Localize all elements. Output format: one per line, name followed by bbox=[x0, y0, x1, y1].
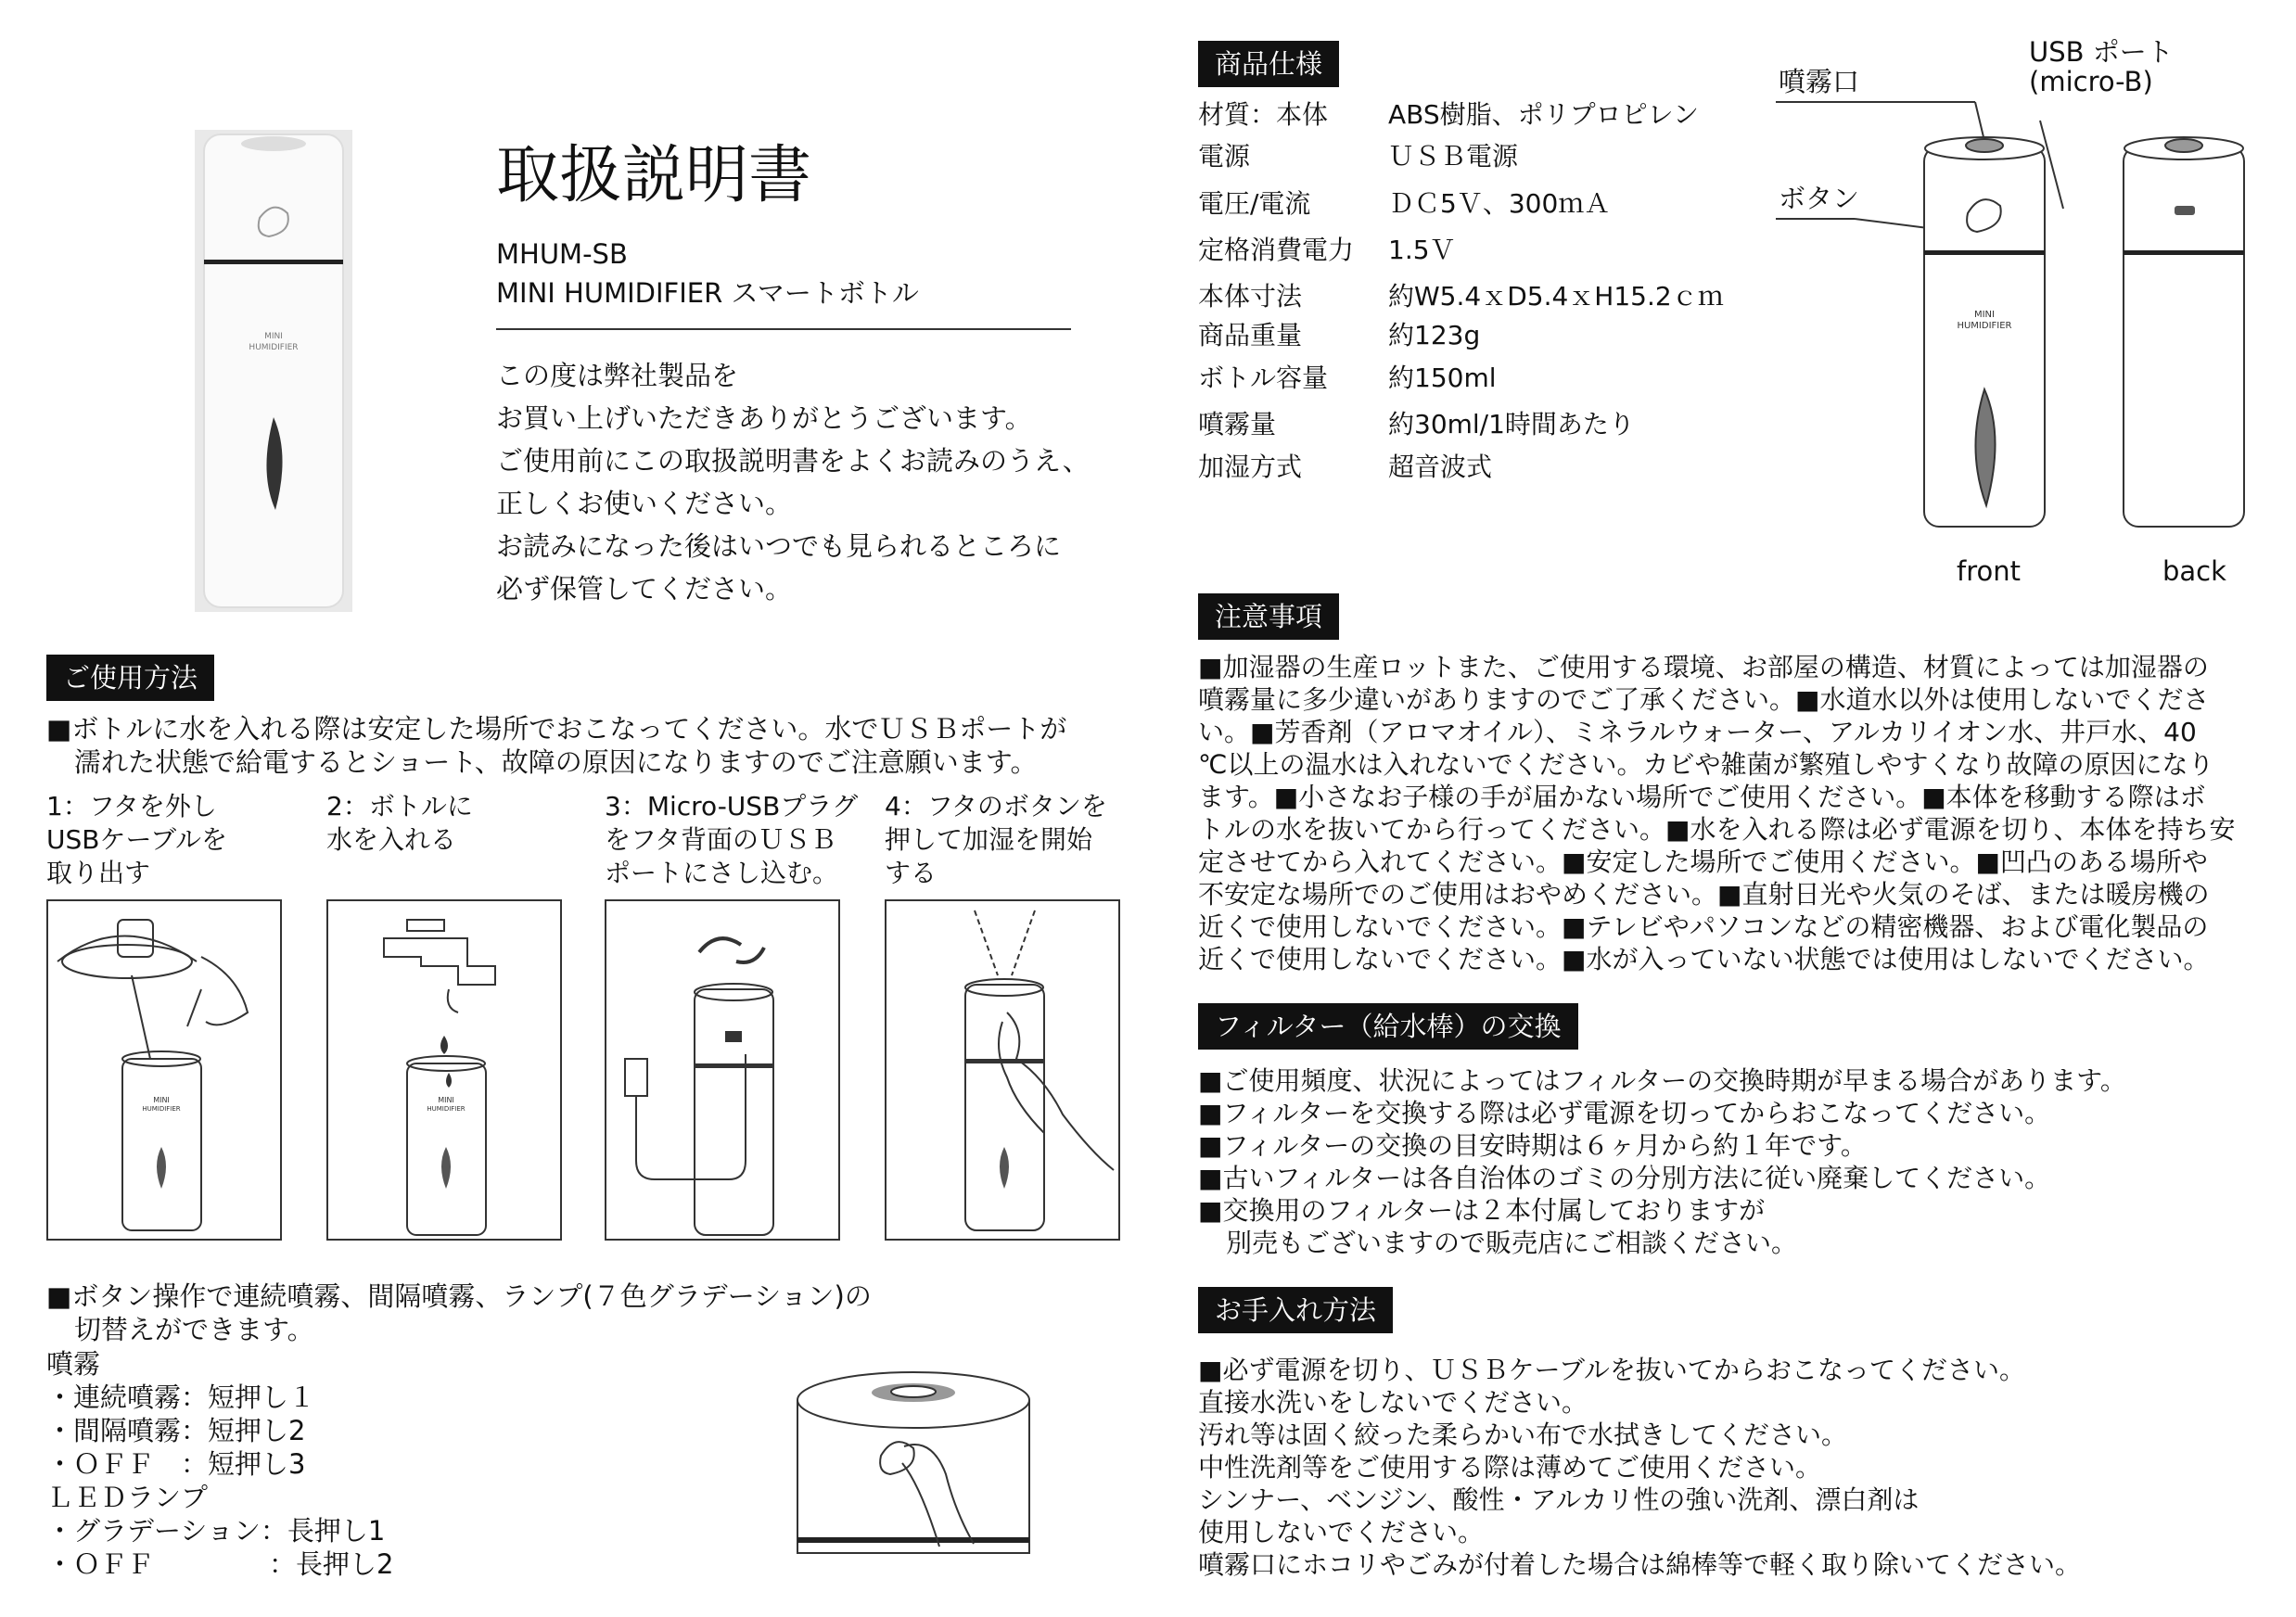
cautions-line: い。■芳香剤（アロマオイル）、ミネラルウォーター、アルカリイオン水、井戸水、40 bbox=[1198, 717, 2197, 747]
led-mode-item: ・ＯＦＦ ：長押し2 bbox=[46, 1548, 394, 1580]
cautions-line: 近くで使用しないでください。■水が入っていない状態では使用はしないでください。 bbox=[1198, 944, 2210, 974]
caption-front: front bbox=[1957, 555, 2021, 587]
filter-line: ■ご使用頻度、状況によってはフィルターの交換時期が早まる場合があります。 bbox=[1198, 1065, 2126, 1096]
intro-line: お買い上げいただきありがとうございます。 bbox=[496, 402, 1032, 434]
filter-line: ■交換用のフィルターは２本付属しておりますが bbox=[1198, 1195, 1766, 1226]
intro-line: お読みになった後はいつでも見られるところに bbox=[496, 530, 1062, 562]
usage-note-line: 濡れた状態で給電するとショート、故障の原因になりますのでご注意願います。 bbox=[74, 746, 1038, 778]
filter-line: ■古いフィルターは各自治体のゴミの分別方法に従い廃棄してください。 bbox=[1198, 1163, 2051, 1193]
svg-text:MINI: MINI bbox=[1973, 310, 1996, 320]
cautions-line: ■加湿器の生産ロットまた、ご使用する環境、お部屋の構造、材質によっては加湿器の bbox=[1198, 652, 2209, 682]
care-line: 中性洗剤等をご使用する際は薄めてご使用ください。 bbox=[1198, 1452, 1822, 1483]
cautions-line: ℃以上の温水は入れないでください。カビや雑菌が繁殖しやすくなり故障の原因になり bbox=[1198, 749, 2214, 780]
filter-heading: フィルター（給水棒）の交換 bbox=[1198, 1003, 1578, 1050]
mist-mode-item: ・連続噴霧：短押し１ bbox=[46, 1381, 316, 1413]
mist-mode-item: ・ＯＦＦ ：短押し3 bbox=[46, 1448, 306, 1480]
button-note-line: 切替えができます。 bbox=[74, 1314, 314, 1345]
mist-modes bbox=[46, 1381, 315, 1481]
care-line: シンナー、ベンジン、酸性・アルカリ性の強い洗剤、漂白剤は bbox=[1198, 1484, 1920, 1515]
cautions-text bbox=[1198, 651, 2274, 975]
svg-text:HUMIDIFIER: HUMIDIFIER bbox=[249, 343, 299, 352]
step-3-illustration bbox=[605, 899, 840, 1241]
specs-heading: 商品仕様 bbox=[1198, 41, 1339, 87]
care-line: 噴霧口にホコリやごみが付着した場合は綿棒等で軽く取り除いてください。 bbox=[1198, 1549, 2082, 1580]
svg-text:HUMIDIFIER: HUMIDIFIER bbox=[427, 1105, 466, 1113]
label-button: ボタン bbox=[1779, 183, 1860, 214]
model-number: MHUM-SB bbox=[496, 238, 628, 270]
led-label: ＬＥＤランプ bbox=[46, 1482, 209, 1513]
care-heading: お手入れ方法 bbox=[1198, 1287, 1393, 1333]
intro-line: ご使用前にこの取扱説明書をよくお読みのうえ、 bbox=[496, 445, 1090, 477]
filter-line: ■フィルターの交換の目安時期は６ヶ月から約１年です。 bbox=[1198, 1130, 1867, 1161]
product-photo bbox=[195, 130, 352, 612]
button-note-line: ■ボタン操作で連続噴霧、間隔噴霧、ランプ(７色グラデーション)の bbox=[46, 1280, 872, 1312]
label-usb-port: USB ポート (micro-B) bbox=[2029, 36, 2174, 97]
svg-text:MINI: MINI bbox=[264, 332, 283, 341]
led-modes bbox=[46, 1514, 393, 1581]
cautions-line: 噴霧量に多少違いがありますのでご了承ください。■水道水以外は使用しないでくださ bbox=[1198, 684, 2210, 715]
usage-heading: ご使用方法 bbox=[46, 655, 214, 701]
step-2-illustration bbox=[326, 899, 562, 1241]
care-line: 汚れ等は固く絞った柔らかい布で水拭きしてください。 bbox=[1198, 1420, 1848, 1450]
usage-note bbox=[46, 712, 1066, 779]
led-mode-item: ・グラデーション：長押し1 bbox=[46, 1515, 386, 1547]
label-mist-outlet: 噴霧口 bbox=[1779, 66, 1860, 97]
cautions-heading: 注意事項 bbox=[1198, 593, 1339, 640]
mist-label: 噴霧 bbox=[46, 1348, 101, 1380]
cautions-line: 不安定な場所でのご使用はおやめください。■直射日光や火気のそば、または暖房機の bbox=[1198, 879, 2210, 910]
filter-line: 別売もございますので販売店にご相談ください。 bbox=[1226, 1228, 1798, 1258]
intro-text bbox=[496, 354, 1090, 610]
button-closeup-illustration bbox=[793, 1363, 1034, 1567]
intro-line: 正しくお使いください。 bbox=[496, 488, 793, 519]
specs-table: 材質：本体 ABS樹脂、ポリプロピレン 電源 ＵＳＢ電源 電圧/電流 ＤＣ5Ｖ、300ｍＡ 定格消費電力 1.5Ｖ 本体寸法 約W5.4ｘD5.4ｘH15.2ｃｍ 商品重量 約123g ボトル容量 約150ml 噴霧量 約30ml/1時間あたり 加湿方式 超音波式 bbox=[1198, 99, 1724, 482]
button-note bbox=[46, 1280, 872, 1346]
filter-text bbox=[1198, 1064, 2274, 1259]
care-text bbox=[1198, 1354, 2274, 1581]
step-1-caption: 1：フタを外し USBケーブルを 取り出す bbox=[46, 791, 227, 888]
intro-line: 必ず保管してください。 bbox=[496, 573, 793, 605]
caption-back: back bbox=[2162, 555, 2226, 587]
mist-mode-item: ・間隔噴霧：短押し2 bbox=[46, 1415, 306, 1446]
front-back-diagram bbox=[1776, 93, 2258, 547]
care-line: 使用しないでください。 bbox=[1198, 1517, 1485, 1547]
cautions-line: 近くで使用しないでください。■テレビやパソコンなどの精密機器、および電化製品の bbox=[1198, 911, 2209, 942]
cautions-line: ます。■小さなお子様の手が届かない場所でご使用ください。■本体を移動する際はボ bbox=[1198, 782, 2206, 812]
step-4-illustration bbox=[885, 899, 1120, 1241]
cautions-line: 定させてから入れてください。■安定した場所でご使用ください。■凹凸のある場所や bbox=[1198, 847, 2208, 877]
cautions-line: トルの水を抜いてから行ってください。■水を入れる際は必ず電源を切り、本体を持ち安 bbox=[1198, 814, 2236, 845]
title-divider bbox=[496, 328, 1071, 330]
usage-note-line: ■ボトルに水を入れる際は安定した場所でおこなってください。水でＵＳＢポートが bbox=[46, 713, 1067, 745]
svg-text:MINI: MINI bbox=[153, 1096, 170, 1104]
page-title: 取扱説明書 bbox=[496, 139, 812, 212]
step-4-caption: 4：フタのボタンを 押して加湿を開始 する bbox=[885, 791, 1107, 888]
svg-text:HUMIDIFIER: HUMIDIFIER bbox=[1957, 321, 2012, 331]
svg-text:MINI: MINI bbox=[438, 1096, 454, 1104]
step-2-caption: 2：ボトルに 水を入れる bbox=[326, 791, 473, 855]
care-line: 直接水洗いをしないでください。 bbox=[1198, 1387, 1588, 1418]
step-3-caption: 3：Micro-USBプラグ をフタ背面のＵＳＢ ポートにさし込む。 bbox=[605, 791, 859, 888]
filter-line: ■フィルターを交換する際は必ず電源を切ってからおこなってください。 bbox=[1198, 1098, 2051, 1128]
care-line: ■必ず電源を切り、ＵＳＢケーブルを抜いてからおこなってください。 bbox=[1198, 1355, 2025, 1385]
svg-text:HUMIDIFIER: HUMIDIFIER bbox=[142, 1105, 181, 1113]
intro-line: この度は弊社製品を bbox=[496, 360, 739, 391]
product-name: MINI HUMIDIFIER スマートボトル bbox=[496, 277, 919, 309]
step-1-illustration bbox=[46, 899, 282, 1241]
